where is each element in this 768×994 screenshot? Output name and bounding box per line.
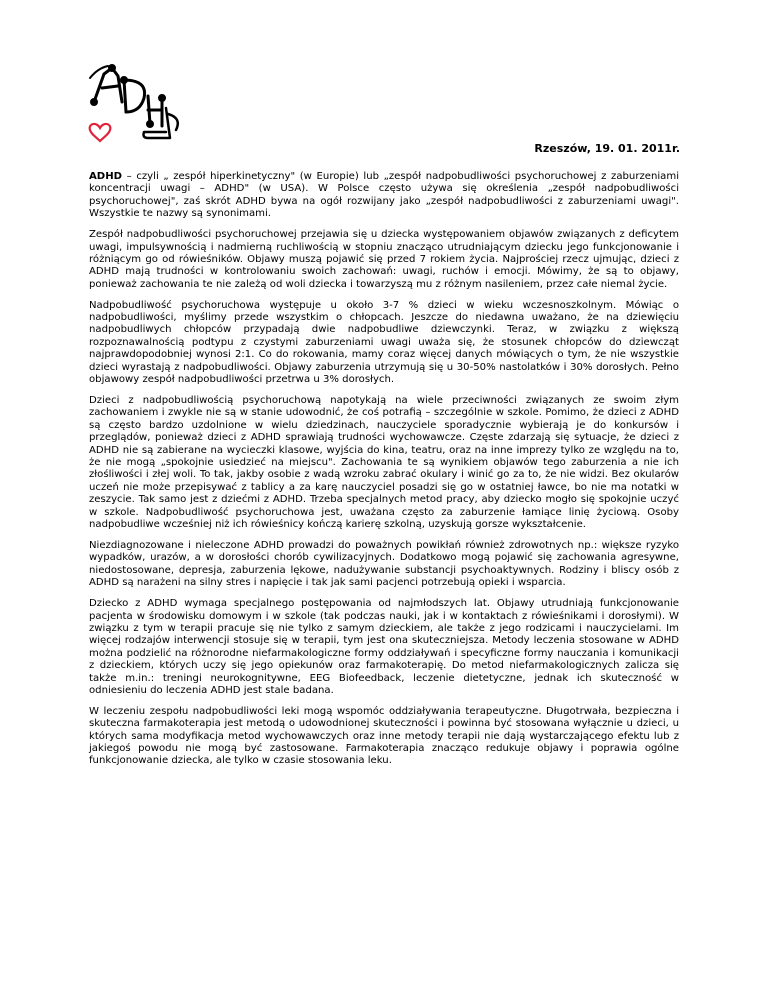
document-date: Rzeszów, 19. 01. 2011r. bbox=[534, 142, 680, 155]
adhd-term: ADHD bbox=[89, 171, 123, 182]
heart-icon bbox=[90, 124, 111, 141]
paragraph-symptoms: Zespół nadpobudliwości psychoruchowej przejawia się u dziecka występowaniem objawów związanych z deficytem uwagi, impulsywnością i nadmierną ruchliwością w stopniu znacząco utrudniającym dziecku jego funkcjonowanie i różniącym go od rówieśników. Objawy muszą pojawić się przed 7 rokiem życia. Najprościej rzecz ujmując, dzieci z ADHD mają trudności w kontrolowaniu swoich zachowań: uwagi, ruchów i emocji. Mówimy, że są to objawy, ponieważ zachowania te nie zależą od woli dziecka i towarzyszą mu z różnym nasileniem, przez całe niemal życie. bbox=[89, 229, 679, 290]
document-body bbox=[89, 171, 679, 776]
paragraph-complications: Niezdiagnozowane i nieleczone ADHD prowadzi do poważnych powikłań również zdrowotnych np.: większe ryzyko wypadków, urazów, a w dorosłości chorób cywilizacyjnych. Dodatkowo mogą pojawić się zachowania agresywne, niedostosowane, depresja, zaburzenia lękowe, nadużywanie substancji psychoaktywnych. Rodziny i bliscy osób z ADHD są narażeni na silny stres i napięcie i tak jak sami pacjenci potrzebują opieki i wsparcia. bbox=[89, 539, 679, 589]
paragraph-therapy: Dziecko z ADHD wymaga specjalnego postępowania od najmłodszych lat. Objawy utrudniają funkcjonowanie pacjenta w środowisku domowym i w szkole (tak podczas nauki, jak i w kontaktach z rówieśnikami i dorosłymi). W związku z tym w terapii pracuje się nie tylko z samym dzieckiem, ale także z jego rodzicami i nauczycielami. Im więcej rodzajów interwencji stosuje się w terapii, tym jest ona skuteczniejsza. Metody leczenia stosowane w ADHD można podzielić na różnorodne niefarmakologiczne formy oddziaływań i specyficzne formy nauczania i komunikacji z dzieckiem, których uczy się jego opiekunów oraz farmakoterapię. Do metod niefarmakologicznych zalicza się także m.in.: treningi neurokognitywne, EEG Biofeedback, leczenie dietetyczne, jednak ich skuteczność w odniesieniu do leczenia ADHD jest stale badana. bbox=[89, 598, 679, 696]
paragraph-school: Dzieci z nadpobudliwością psychoruchową napotykają na wiele przeciwności związanych ze swoim złym zachowaniem i zwykle nie są w stanie udowodnić, że coś potrafią – szczególnie w szkole. Pomimo, że dzieci z ADHD są często bardzo uzdolnione w wielu dziedzinach, nauczyciele sporadycznie wybierają je do konkursów i przeglądów, ponieważ dzieci z ADHD sprawiają trudności wychowawcze. Częste zdarzają się sytuacje, że dzieci z ADHD nie są zabierane na wycieczki klasowe, wyjścia do kina, teatru, oraz na inne imprezy tylko ze względu na to, że nie mogą „spokojnie usiedzieć na miejscu". Zachowania te są wynikiem objawów tego zaburzenia a nie ich złośliwości i złej woli. To tak, jakby osobie z wadą wzroku zabrać okulary i winić go za to, że nie widzi. Bez okularów uczeń nie może przepisywać z tablicy a za karę nauczyciel posadzi się go w ostatniej ławce, bo nie ma notatki w zeszycie. Tak samo jest z dziećmi z ADHD. Trzeba specjalnych metod pracy, aby dziecko mogło się spokojnie uczyć w szkole. Nadpobudliwość psychoruchowa jest, uważana często za zaburzenie łamiące linię życiową. Osoby nadpobudliwe wcześniej niż ich rówieśnicy kończą karierę szkolną, uzyskują gorsze wykształcenie. bbox=[89, 395, 679, 531]
adhd-logo bbox=[82, 58, 190, 148]
paragraph-pharmacotherapy: W leczeniu zespołu nadpobudliwości leki mogą wspomóc oddziaływania terapeutyczne. Długotrwała, bezpieczna i skuteczna farmakoterapia jest metodą o udowodnionej skuteczności i powinna być stosowana wyłącznie u dzieci, u których sama modyfikacja metod wychowawczych oraz inne metody terapii nie dają wystarczającego efektu lub z jakiegoś powodu nie mogą być zastosowane. Farmakoterapia znacząco redukuje objawy i poprawia ogólne funkcjonowanie dziecka, ale tylko w czasie stosowania leku. bbox=[89, 705, 679, 767]
paragraph-prevalence: Nadpobudliwość psychoruchowa występuje u około 3-7 % dzieci w wieku wczesnoszkolnym. Mówiąc o nadpobudliwości, myślimy przede wszystkim o chłopcach. Jeszcze do niedawna uważano, że na dziewięciu nadpobudliwych chłopców przypadają dwie nadpobudliwe dziewczynki. Teraz, w związku z większą rozpoznawalnością podtypu z czystymi zaburzeniami uwagi uważa się, że stosunek chłopców do dziewcząt najprawdopodobniej wynosi 2:1. Co do rokowania, mamy coraz więcej danych mówiących o tym, że nie wszystkie dzieci wyrastają z nadpobudliwości. Objawy zaburzenia utrzymują się u 30-50% nastolatków i 30% dorosłych. Pełno objawowy zespół nadpobudliwości przetrwa u 3% dorosłych. bbox=[89, 299, 679, 386]
intro-text: – czyli „ zespół hiperkinetyczny" (w Europie) lub „zespół nadpobudliwości psychoruchowej z zaburzeniami koncentracji uwagi – ADHD" (w USA). W Polsce często używa się określenia „zespół nadpobudliwości psychoruchowej", zaś skrót ADHD bywa na ogół rozwijany jako „zespół nadpobudliwości z zaburzeniami uwagi". Wszystkie te nazwy są synonimami. bbox=[89, 171, 679, 220]
adhd-logo-graphic bbox=[82, 58, 190, 148]
intro-paragraph bbox=[89, 171, 679, 221]
